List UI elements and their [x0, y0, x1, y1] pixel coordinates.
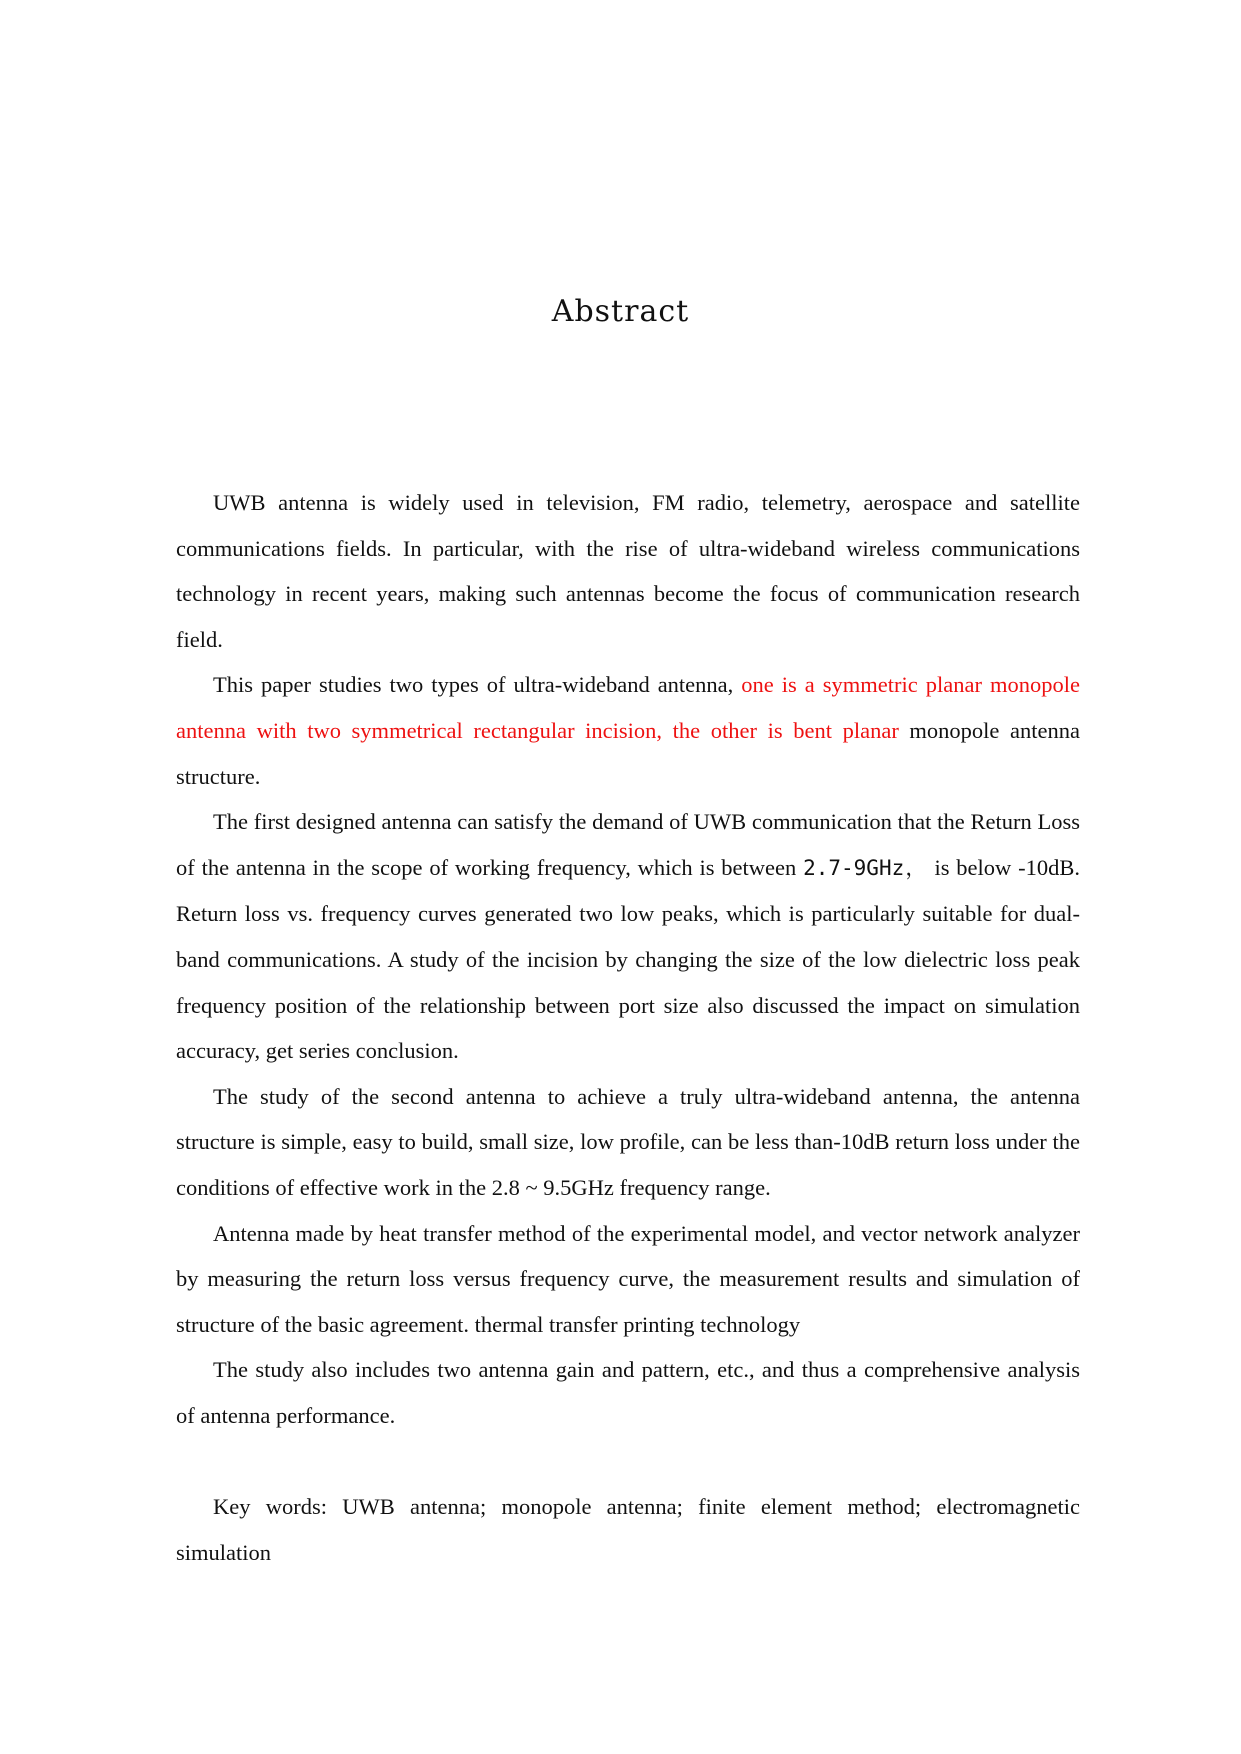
frequency-range: 2.7-9GHz，: [803, 855, 928, 880]
paragraph-1: UWB antenna is widely used in television, FM radio, telemetry, aerospace and satellite communications fields. In particular, with the rise of ultra-wideband wireless communications technology in recent years, making such antennas become the focus of communication research field.: [176, 490, 1080, 652]
paragraph-2-end: monopole antenna structure.: [176, 717, 1080, 789]
highlighted-text: one is a symmetric planar monopole antenna with two symmetrical rectangular incision, the other is bent planar: [176, 672, 1080, 743]
keywords: Key words: UWB antenna; monopole antenna; finite element method; electromagnetic simulation: [176, 1494, 1080, 1565]
paragraph-2: [176, 662, 1080, 799]
paragraph-4: The study of the second antenna to achieve a truly ultra-wideband antenna, the antenna structure is simple, easy to build, small size, low profile, can be less than-10dB return loss under the conditions of effective work in the 2.8 ~ 9.5GHz frequency range.: [176, 1083, 1080, 1200]
paragraph-2-start: This paper studies two types of ultra-wideband antenna,: [213, 672, 742, 698]
paragraph-5: Antenna made by heat transfer method of the experimental model, and vector network analyzer by measuring the return loss versus frequency curve, the measurement results and simulation of structure of the basic agreement. thermal transfer printing technology: [176, 1220, 1080, 1337]
paragraph-3-end: is below -10dB. Return loss vs. frequency curves generated two low peaks, which is particularly suitable for dual-band communications. A study of the incision by changing the size of the low dielectric loss peak frequency position of the relationship between port size also discussed the impact on simulation accuracy, get series conclusion.: [176, 854, 1080, 1064]
abstract-body: [176, 480, 1080, 1575]
paragraph-3-start: The first designed antenna can satisfy the demand of UWB communication that the Return Loss of the antenna in the scope of working frequency, which is between: [176, 809, 1080, 880]
page-title: Abstract: [551, 294, 690, 329]
paragraph-3: [176, 799, 1080, 1074]
paragraph-6: The study also includes two antenna gain and pattern, etc., and thus a comprehensive analysis of antenna performance.: [176, 1357, 1080, 1428]
